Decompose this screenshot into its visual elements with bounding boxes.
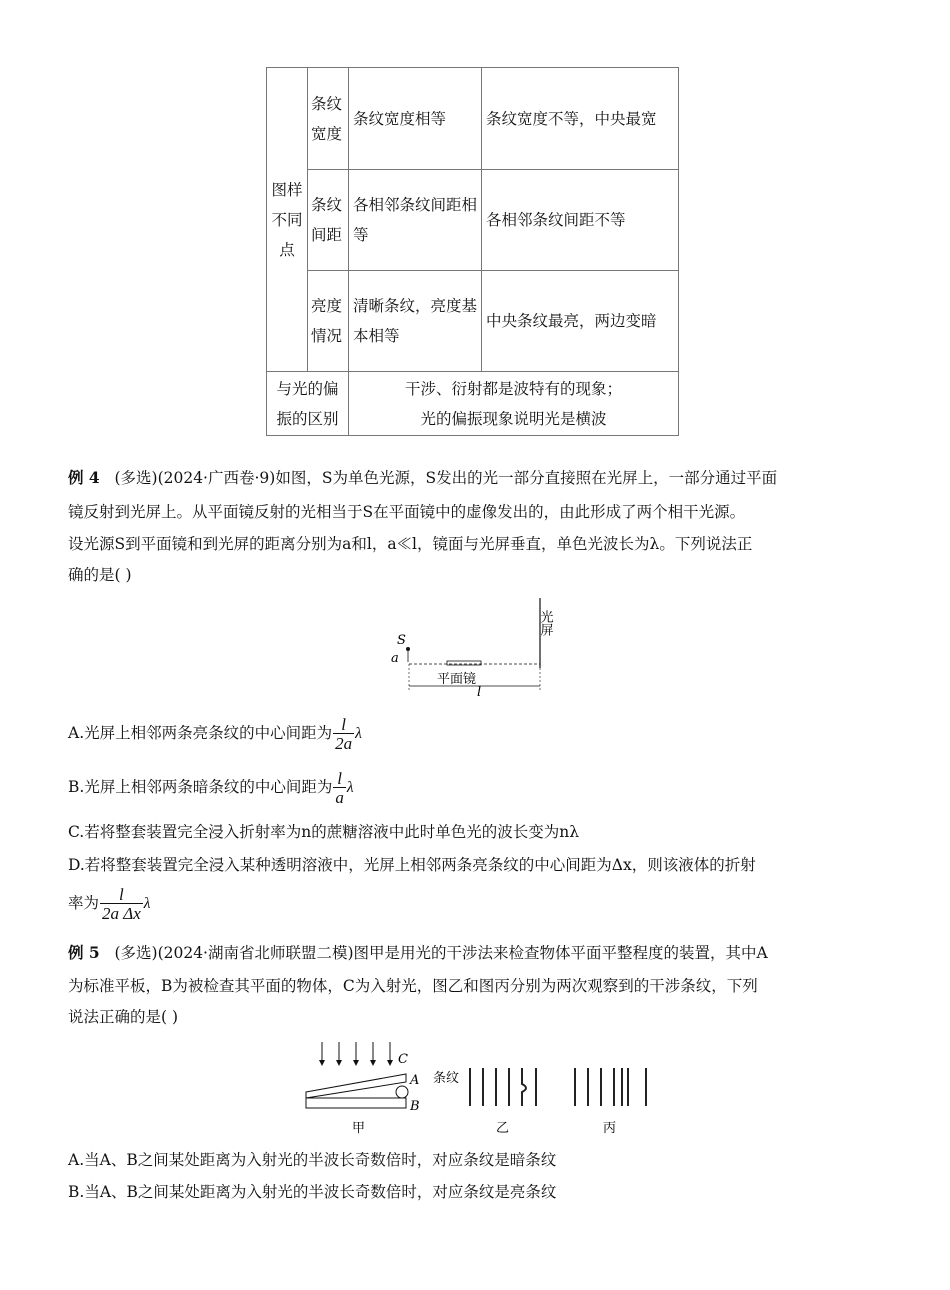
l-label: l: [477, 685, 482, 700]
plate-a: [306, 1074, 406, 1098]
mirror-label: 平面镜: [437, 672, 477, 687]
incident-arrows: [322, 1042, 390, 1062]
fig-bing-label: 丙: [603, 1121, 617, 1136]
source-point: [406, 647, 410, 651]
a-label: a: [391, 651, 399, 666]
screen-label: 光屏: [537, 610, 553, 636]
interference-cell: 清晰条纹，亮度基本相等: [349, 271, 482, 372]
spacer: [396, 1086, 408, 1098]
fringes-bing: [575, 1068, 646, 1106]
ex5-text: 图甲是用光的干涉法来检查物体平面平整程度的装置，其中A: [353, 944, 768, 962]
ex4-line-1: [68, 464, 777, 492]
ex5-tag: 例 5: [68, 943, 100, 962]
polarization-text: [349, 372, 679, 436]
interference-cell: 各相邻条纹间距相等: [349, 170, 482, 271]
ex4-option-b: B.光屏上相邻两条暗条纹的中心间距为 $\frac{l}{a}$ λ: [68, 769, 354, 807]
row-label: 条纹宽度: [308, 68, 349, 170]
option-b-text: B.光屏上相邻两条暗条纹的中心间距为: [68, 778, 333, 796]
fraction-l-over-a: $\frac{l}{a}$: [335, 769, 344, 807]
comparison-table: [266, 67, 679, 436]
source-label: S: [397, 633, 406, 648]
b-plate-label: B: [410, 1099, 420, 1114]
ex4-source: (多选)(2024·广西卷·9): [114, 469, 276, 487]
ex5-option-b: B.当A、B之间某处距离为入射光的半波长奇数倍时，对应条纹是亮条纹: [68, 1183, 557, 1201]
ex4-line-2: 镜反射到光屏上。从平面镜反射的光相当于S在平面镜中的虚像发出的，由此形成了两个相干光源。: [68, 503, 746, 521]
fraction-l-over-2a-dx: $\frac{l}{\text{2a Δx}}$: [102, 885, 141, 923]
mirror-hatch: [447, 661, 481, 665]
polarization-label: 与光的偏振的区别: [267, 372, 349, 436]
ex4-tag: 例 4: [68, 468, 100, 487]
c-label: C: [398, 1052, 408, 1067]
row-label: 条纹间距: [308, 170, 349, 271]
ex4-option-d-1: D.若将整套装置完全浸入某种透明溶液中，光屏上相邻两条亮条纹的中心间距为Δx，则该液体的折射: [68, 856, 756, 874]
ex4-option-d-2: 率为 $\frac{l}{\text{2a Δx}}$ λ: [68, 885, 151, 923]
polarization-line-1: 干涉、衍射都是波特有的现象；: [404, 379, 622, 398]
diffraction-cell: 各相邻条纹间距不等: [482, 170, 679, 271]
polarization-line-2: 光的偏振现象说明光是横波: [420, 409, 607, 428]
ex5-line-1: [68, 939, 768, 967]
interference-cell: 条纹宽度相等: [349, 68, 482, 170]
plate-b: [306, 1098, 406, 1108]
a-plate-label: A: [410, 1073, 420, 1088]
ex4-line-4: 确的是( ): [68, 566, 132, 584]
mirror-setup-figure: [385, 592, 575, 700]
fig-jia-label: 甲: [352, 1121, 366, 1136]
ex4-text: 如图，S为单色光源，S发出的光一部分直接照在光屏上，一部分通过平面: [275, 469, 778, 487]
fringes-yi: [470, 1068, 536, 1106]
fringe-label: 条纹: [433, 1071, 460, 1086]
option-a-text: A.光屏上相邻两条亮条纹的中心间距为: [68, 724, 333, 742]
group-label: 图样不同点: [271, 180, 303, 259]
option-d-text: 率为: [68, 894, 100, 912]
row-label: 亮度情况: [308, 271, 349, 372]
ex5-line-3: 说法正确的是( ): [68, 1008, 179, 1026]
ex5-source: (多选)(2024·湖南省北师联盟二模): [114, 944, 354, 962]
ex4-option-a: A.光屏上相邻两条亮条纹的中心间距为 $\frac{l}{2a}$ λ: [68, 715, 362, 753]
fig-yi-label: 乙: [496, 1121, 510, 1136]
group-label-cell: [267, 68, 308, 372]
ex5-option-a: A.当A、B之间某处距离为入射光的半波长奇数倍时，对应条纹是暗条纹: [68, 1151, 557, 1169]
diffraction-cell: 中央条纹最亮，两边变暗: [482, 271, 679, 372]
ex5-line-2: 为标准平板，B为被检查其平面的物体，C为入射光，图乙和图丙分别为两次观察到的干涉条纹，下列: [68, 977, 758, 995]
ex4-option-c: C.若将整套装置完全浸入折射率为n的蔗糖溶液中此时单色光的波长变为nλ: [68, 823, 580, 841]
interference-figure: [300, 1036, 660, 1140]
fraction-l-over-2a: $\frac{l}{2a}$: [335, 715, 353, 753]
diffraction-cell: 条纹宽度不等，中央最宽: [482, 68, 679, 170]
ex4-line-3: 设光源S到平面镜和到光屏的距离分别为a和l，a≪l，镜面与光屏垂直，单色光波长为λ。下列说法正: [68, 535, 753, 553]
